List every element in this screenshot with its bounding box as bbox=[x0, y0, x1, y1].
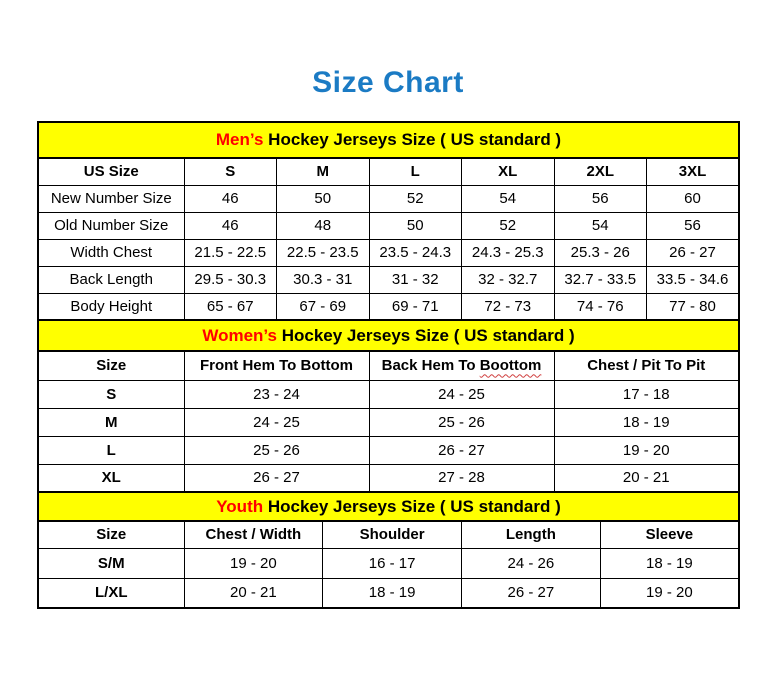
youth-banner-text: Hockey Jerseys Size ( US standard ) bbox=[267, 496, 561, 516]
size-value: 65 - 67 bbox=[184, 293, 277, 320]
womens-col-header-prefix: Back Hem To bbox=[381, 357, 476, 375]
size-value: 54 bbox=[554, 212, 647, 239]
size-value: 48 bbox=[277, 212, 370, 239]
size-tables-container bbox=[37, 121, 740, 609]
size-value: 32 - 32.7 bbox=[462, 266, 555, 293]
size-value: 52 bbox=[369, 185, 462, 212]
misspelled-word-underline: Boottom bbox=[479, 357, 542, 375]
size-value: 50 bbox=[277, 185, 370, 212]
size-value: 18 - 19 bbox=[323, 578, 462, 608]
row-label: XL bbox=[38, 464, 184, 492]
mens-banner-row bbox=[38, 122, 739, 158]
mens-banner-text: Hockey Jerseys Size ( US standard ) bbox=[268, 130, 562, 149]
mens-col-header: XL bbox=[462, 158, 555, 185]
youth-col-header: Length bbox=[462, 521, 601, 548]
mens-header-row bbox=[38, 158, 739, 185]
youth-header-row bbox=[38, 521, 739, 548]
size-value: 30.3 - 31 bbox=[277, 266, 370, 293]
size-value: 19 - 20 bbox=[554, 436, 739, 464]
size-value: 24 - 25 bbox=[184, 408, 369, 436]
size-value: 19 - 20 bbox=[600, 578, 739, 608]
mens-table-row bbox=[38, 266, 739, 293]
youth-banner-highlight: Youth bbox=[216, 496, 264, 516]
size-value: 23 - 24 bbox=[184, 380, 369, 408]
youth-col-header: Size bbox=[38, 521, 184, 548]
size-value: 50 bbox=[369, 212, 462, 239]
size-value: 33.5 - 34.6 bbox=[647, 266, 740, 293]
youth-table-row bbox=[38, 578, 739, 608]
womens-banner bbox=[38, 320, 739, 351]
mens-size-table bbox=[37, 121, 740, 321]
size-value: 21.5 - 22.5 bbox=[184, 239, 277, 266]
youth-banner-row bbox=[38, 492, 739, 521]
row-label: L/XL bbox=[38, 578, 184, 608]
womens-banner-text: Hockey Jerseys Size ( US standard ) bbox=[281, 325, 575, 345]
size-value: 18 - 19 bbox=[554, 408, 739, 436]
womens-size-table bbox=[37, 319, 740, 493]
size-value: 54 bbox=[462, 185, 555, 212]
row-label: Back Length bbox=[38, 266, 184, 293]
size-value: 52 bbox=[462, 212, 555, 239]
mens-table-row bbox=[38, 185, 739, 212]
mens-col-header: US Size bbox=[38, 158, 184, 185]
womens-col-header bbox=[369, 351, 554, 380]
size-value: 67 - 69 bbox=[277, 293, 370, 320]
youth-col-header: Sleeve bbox=[600, 521, 739, 548]
size-value: 22.5 - 23.5 bbox=[277, 239, 370, 266]
row-label: Old Number Size bbox=[38, 212, 184, 239]
mens-table-row bbox=[38, 293, 739, 320]
size-value: 26 - 27 bbox=[647, 239, 740, 266]
mens-col-header: S bbox=[184, 158, 277, 185]
size-value: 56 bbox=[554, 185, 647, 212]
row-label: L bbox=[38, 436, 184, 464]
size-value: 46 bbox=[184, 212, 277, 239]
womens-col-header: Chest / Pit To Pit bbox=[554, 351, 739, 380]
row-label: Width Chest bbox=[38, 239, 184, 266]
size-value: 26 - 27 bbox=[462, 578, 601, 608]
size-value: 27 - 28 bbox=[369, 464, 554, 492]
size-value: 46 bbox=[184, 185, 277, 212]
size-value: 25 - 26 bbox=[369, 408, 554, 436]
size-value: 20 - 21 bbox=[184, 578, 323, 608]
mens-col-header: L bbox=[369, 158, 462, 185]
mens-table-row bbox=[38, 239, 739, 266]
page-title: Size Chart bbox=[312, 66, 464, 99]
size-value: 56 bbox=[647, 212, 740, 239]
youth-col-header: Shoulder bbox=[323, 521, 462, 548]
youth-col-header: Chest / Width bbox=[184, 521, 323, 548]
womens-banner-highlight: Women’s bbox=[202, 325, 277, 345]
size-value: 25.3 - 26 bbox=[554, 239, 647, 266]
size-value: 25 - 26 bbox=[184, 436, 369, 464]
size-value: 17 - 18 bbox=[554, 380, 739, 408]
youth-table-row bbox=[38, 548, 739, 578]
size-value: 20 - 21 bbox=[554, 464, 739, 492]
size-value: 29.5 - 30.3 bbox=[184, 266, 277, 293]
womens-col-header: Size bbox=[38, 351, 184, 380]
size-value: 24.3 - 25.3 bbox=[462, 239, 555, 266]
size-value: 77 - 80 bbox=[647, 293, 740, 320]
womens-table-row bbox=[38, 408, 739, 436]
mens-banner-highlight: Men’s bbox=[215, 130, 264, 149]
youth-size-table bbox=[37, 491, 740, 609]
size-value: 18 - 19 bbox=[600, 548, 739, 578]
size-value: 26 - 27 bbox=[369, 436, 554, 464]
womens-table-row bbox=[38, 380, 739, 408]
size-value: 60 bbox=[647, 185, 740, 212]
row-label: New Number Size bbox=[38, 185, 184, 212]
size-value: 74 - 76 bbox=[554, 293, 647, 320]
womens-header-row bbox=[38, 351, 739, 380]
mens-col-header: 2XL bbox=[554, 158, 647, 185]
size-value: 16 - 17 bbox=[323, 548, 462, 578]
row-label: S/M bbox=[38, 548, 184, 578]
row-label: Body Height bbox=[38, 293, 184, 320]
mens-col-header: 3XL bbox=[647, 158, 740, 185]
size-value: 19 - 20 bbox=[184, 548, 323, 578]
size-value: 32.7 - 33.5 bbox=[554, 266, 647, 293]
size-value: 23.5 - 24.3 bbox=[369, 239, 462, 266]
size-value: 72 - 73 bbox=[462, 293, 555, 320]
size-value: 31 - 32 bbox=[369, 266, 462, 293]
size-value: 26 - 27 bbox=[184, 464, 369, 492]
womens-table-row bbox=[38, 464, 739, 492]
womens-col-header: Front Hem To Bottom bbox=[184, 351, 369, 380]
mens-banner bbox=[38, 122, 739, 158]
mens-col-header: M bbox=[277, 158, 370, 185]
size-value: 24 - 25 bbox=[369, 380, 554, 408]
size-value: 24 - 26 bbox=[462, 548, 601, 578]
mens-table-row bbox=[38, 212, 739, 239]
row-label: S bbox=[38, 380, 184, 408]
womens-table-row bbox=[38, 436, 739, 464]
size-value: 69 - 71 bbox=[369, 293, 462, 320]
row-label: M bbox=[38, 408, 184, 436]
youth-banner bbox=[38, 492, 739, 521]
womens-banner-row bbox=[38, 320, 739, 351]
